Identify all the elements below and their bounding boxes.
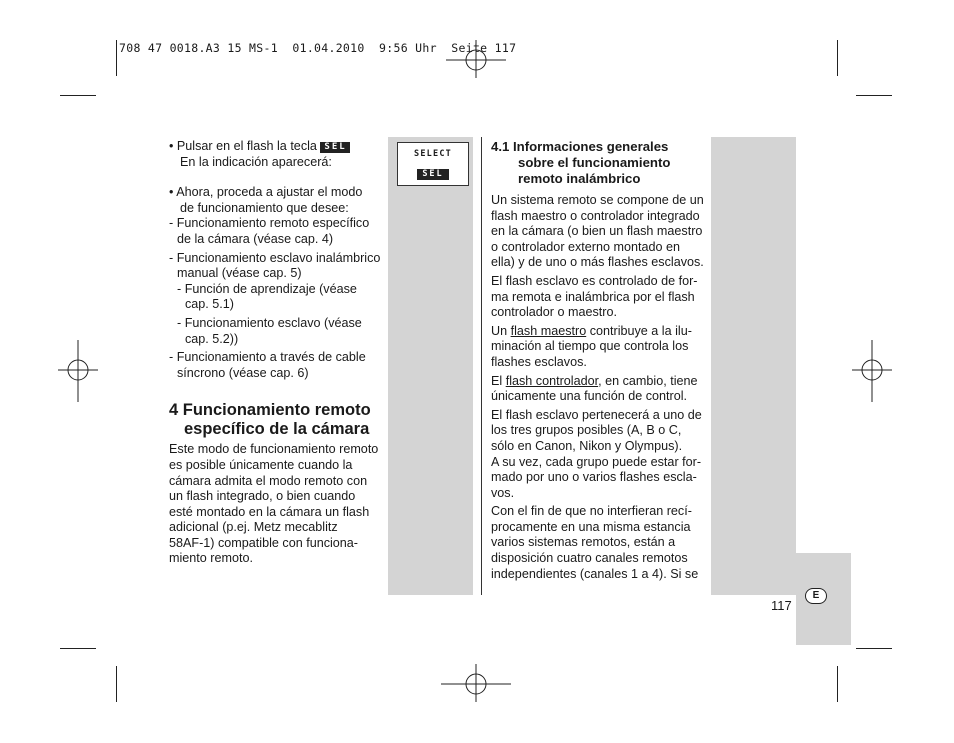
right-column xyxy=(491,139,713,585)
list-item: - Funcionamiento esclavo inalámbrico manual (véase cap. 5) xyxy=(169,250,381,281)
gray-margin-strip-middle xyxy=(388,137,473,595)
print-header: 708 47 0018.A3 15 MS-1 01.04.2010 9:56 Uhr Seite 117 xyxy=(119,41,517,55)
paragraph: El flash controlador, en cambio, tiene únicamente una función de control. xyxy=(491,373,698,404)
bullet-press-key: • Pulsar en el flash la tecla SEL En la indicación aparecerá: xyxy=(169,139,385,170)
list-item: - Funcionamiento esclavo (véase cap. 5.2)) xyxy=(177,315,362,346)
gray-margin-strip-right xyxy=(711,137,796,595)
column-divider xyxy=(481,137,482,595)
paragraph: Un sistema remoto se compone de un flash maestro o controlador integrado en la cámara (o bien un flash maestro o controlador externo montado en ella) y de uno o más flashes esclavos. xyxy=(491,193,704,270)
section-body: Este modo de funcionamiento remoto es posible únicamente cuando la cámara admita el modo remoto con un flash integrado, o bien cuando esté montado en la cámara un flash adicional (p.ej. Metz mecablitz 58AF-1) compatible con funciona- miento remoto. xyxy=(169,442,379,566)
bullet-select-mode: • Ahora, proceda a ajustar el modo de funcionamiento que desee: xyxy=(169,185,363,215)
display-select-label: SELECT xyxy=(414,149,452,159)
term-flash-controlador: flash controlador xyxy=(505,373,599,388)
language-badge: E xyxy=(805,588,827,604)
flash-display-illustration xyxy=(397,142,469,186)
list-item: - Función de aprendizaje (véase cap. 5.1) xyxy=(177,281,357,312)
page-number: 117 xyxy=(771,598,792,613)
sel-key-badge: SEL xyxy=(320,142,349,153)
list-item: - Funcionamiento remoto específico de la cámara (véase cap. 4) xyxy=(169,216,370,246)
left-column xyxy=(169,139,385,567)
display-sel-indicator: SEL xyxy=(417,169,449,180)
subsection-title: 4.1 Informaciones generales sobre el funcionamiento remoto inalámbrico xyxy=(491,139,671,186)
paragraph: Un flash maestro contribuye a la ilu- minación al tiempo que controla los flashes esclavos. xyxy=(491,323,692,369)
section-title: 4 Funcionamiento remoto específico de la cámara xyxy=(169,401,371,439)
paragraph: Con el fin de que no interfieran recí- procamente en una misma estancia varios sistemas remotos, están a disposición cuatro canales remotos independientes (canales 1 a 4). Si se xyxy=(491,504,699,581)
term-flash-maestro: flash maestro xyxy=(510,323,587,338)
list-item: - Funcionamiento a través de cable síncrono (véase cap. 6) xyxy=(169,350,366,380)
paragraph: El flash esclavo pertenecerá a uno de los tres grupos posibles (A, B o C, sólo en Canon, Nikon y Olympus). A su vez, cada grupo puede estar for- mado por uno o varios flashes escla- vos. xyxy=(491,407,702,500)
paragraph: El flash esclavo es controlado de for- ma remota e inalámbrica por el flash controlador o maestro. xyxy=(491,273,698,320)
